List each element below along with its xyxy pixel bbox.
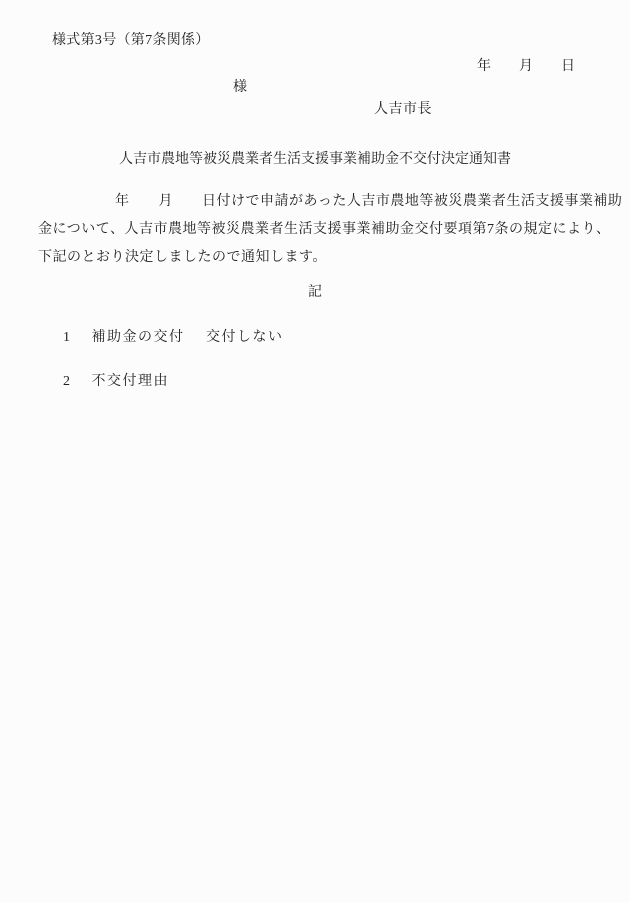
document-title: 人吉市農地等被災農業者生活支援事業補助金不交付決定通知書 <box>119 152 511 167</box>
record-marker: 記 <box>308 285 322 300</box>
item-label: 補助金の交付 <box>91 330 185 345</box>
list-item-refusal-reason <box>63 374 169 389</box>
item-number: 2 <box>63 374 70 389</box>
item-label: 不交付理由 <box>91 374 169 389</box>
sender-title: 人吉市長 <box>374 102 432 117</box>
body-line-3: 下記のとおり決定しましたので通知します。 <box>38 250 327 265</box>
addressee-suffix: 様 <box>233 80 247 95</box>
body-line-2: 金について、人吉市農地等被災農業者生活支援事業補助金交付要項第7条の規定により、 <box>38 222 611 237</box>
form-number: 様式第3号（第7条関係） <box>52 33 210 48</box>
date-line: 年 月 日 <box>477 59 575 74</box>
body-paragraph <box>38 188 623 272</box>
item-value: 交付しない <box>206 330 284 345</box>
list-item-grant-decision <box>63 330 284 345</box>
body-line-1: 年 月 日付けで申請があった人吉市農地等被災農業者生活支援事業補助 <box>115 194 623 209</box>
item-number: 1 <box>63 330 70 345</box>
